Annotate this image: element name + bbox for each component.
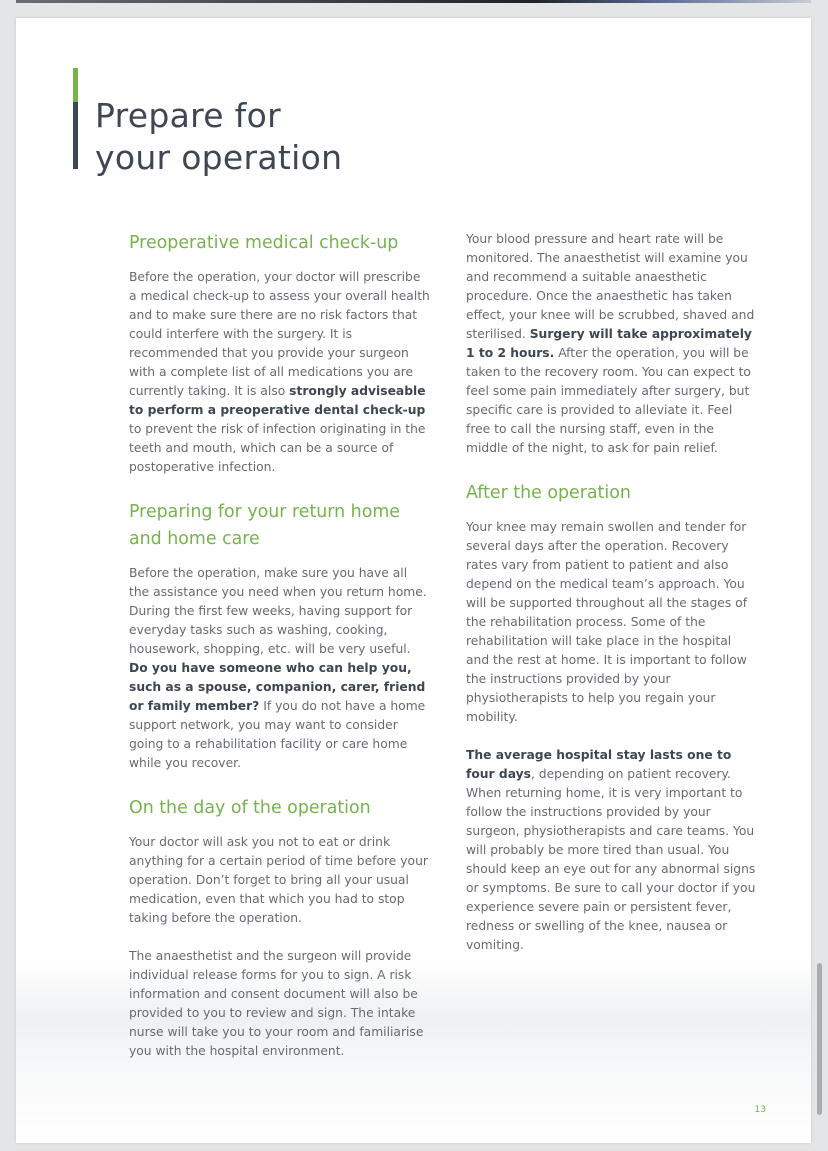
section-heading-after-operation: After the operation (466, 483, 631, 503)
emphasis-surgery-duration: Surgery will take approximately 1 to 2 hours. (466, 327, 752, 360)
section-paragraph-day-of-operation-2: The anaesthetist and the surgeon will provide individual release forms for you to sign. A risk information and consent document will also be provided to you to review and sign. The intake nurse will take you to your room and familiarise you with the hospital environment. (129, 949, 424, 1058)
page-title-line-2: your operation (95, 138, 343, 177)
section-paragraph-preoperative-check-up (129, 268, 431, 477)
emphasis-hospital-stay: The average hospital stay lasts one to four days (466, 748, 732, 781)
section-heading-return-home: Preparing for your return home and home care (129, 502, 400, 549)
section-gap (129, 477, 431, 499)
section-paragraph-day-of-operation-3 (466, 230, 758, 458)
page-number: 13 (754, 1105, 766, 1115)
paragraph-gap (466, 727, 758, 746)
text-run: Before the operation, your doctor will prescribe a medical check-up to assess your overall health and to make sure there are no risk factors that could interfere with the surgery. It is recommended that you provide your surgeon with a complete list of all medications you are currently taking. It is also (129, 270, 430, 398)
previous-page-strip (16, 0, 811, 3)
section-gap (466, 458, 758, 480)
page-title (95, 95, 342, 179)
text-run: to prevent the risk of infection originating in the teeth and mouth, which can be a source of postoperative infection. (129, 422, 426, 474)
right-column (466, 230, 758, 955)
section-paragraph-after-operation-2 (466, 746, 758, 955)
text-run: , depending on patient recovery. When returning home, it is very important to follow the instructions provided by your surgeon, physiotherapists and care teams. You will probably be more tired than usual. You should keep an eye out for any abnormal signs or symptoms. Be sure to call your doctor if you experience severe pain or persistent fever, redness or swelling of the knee, nausea or vomiting. (466, 767, 756, 952)
emphasis-helper-question: Do you have someone who can help you, such as a spouse, companion, carer, friend or family member? (129, 661, 426, 713)
left-column (129, 230, 431, 1061)
text-run: Before the operation, make sure you have all the assistance you need when you return home. During the first few weeks, having support for everyday tasks such as washing, cooking, housework, shopping, etc. will be very useful. (129, 566, 427, 656)
title-accent-bar-green (73, 68, 78, 102)
emphasis-dental-check-up: strongly adviseable to perform a preoperative dental check-up (129, 384, 426, 417)
section-paragraph-return-home (129, 564, 431, 773)
page-title-line-1: Prepare for (95, 96, 281, 135)
section-heading-day-of-operation: On the day of the operation (129, 798, 371, 818)
section-gap (129, 773, 431, 795)
text-run: After the operation, you will be taken to the recovery room. You can expect to feel some pain immediately after surgery, but specific care is provided to alleviate it. Feel free to call the nursing staff, even in the middle of the night, to ask for pain relief. (466, 346, 751, 455)
section-heading-preoperative-check-up: Preoperative medical check-up (129, 233, 399, 253)
section-paragraph-after-operation-1: Your knee may remain swollen and tender for several days after the operation. Recovery rates vary from patient to patient and also depend on the medical team’s approach. You will be supported throughout all the stages of the rehabilitation process. Some of the rehabilitation will take place in the hospital and the rest at home. It is important to follow the instructions provided by your physiotherapists to help you regain your mobility. (466, 520, 748, 724)
text-run: If you do not have a home support network, you may want to consider going to a rehabilitation facility or care home while you recover. (129, 699, 426, 770)
document-page (16, 18, 811, 1143)
vertical-scrollbar-thumb[interactable] (817, 963, 822, 1115)
paragraph-gap (129, 928, 431, 947)
text-run: Your blood pressure and heart rate will be monitored. The anaesthetist will examine you and recommend a suitable anaesthetic procedure. Once the anaesthetic has taken effect, your knee will be scrubbed, shaved and sterilised. (466, 232, 755, 341)
section-paragraph-day-of-operation-1: Your doctor will ask you not to eat or drink anything for a certain period of time before your operation. Don’t forget to bring all your usual medication, even that which you had to stop taking before the operation. (129, 835, 428, 925)
